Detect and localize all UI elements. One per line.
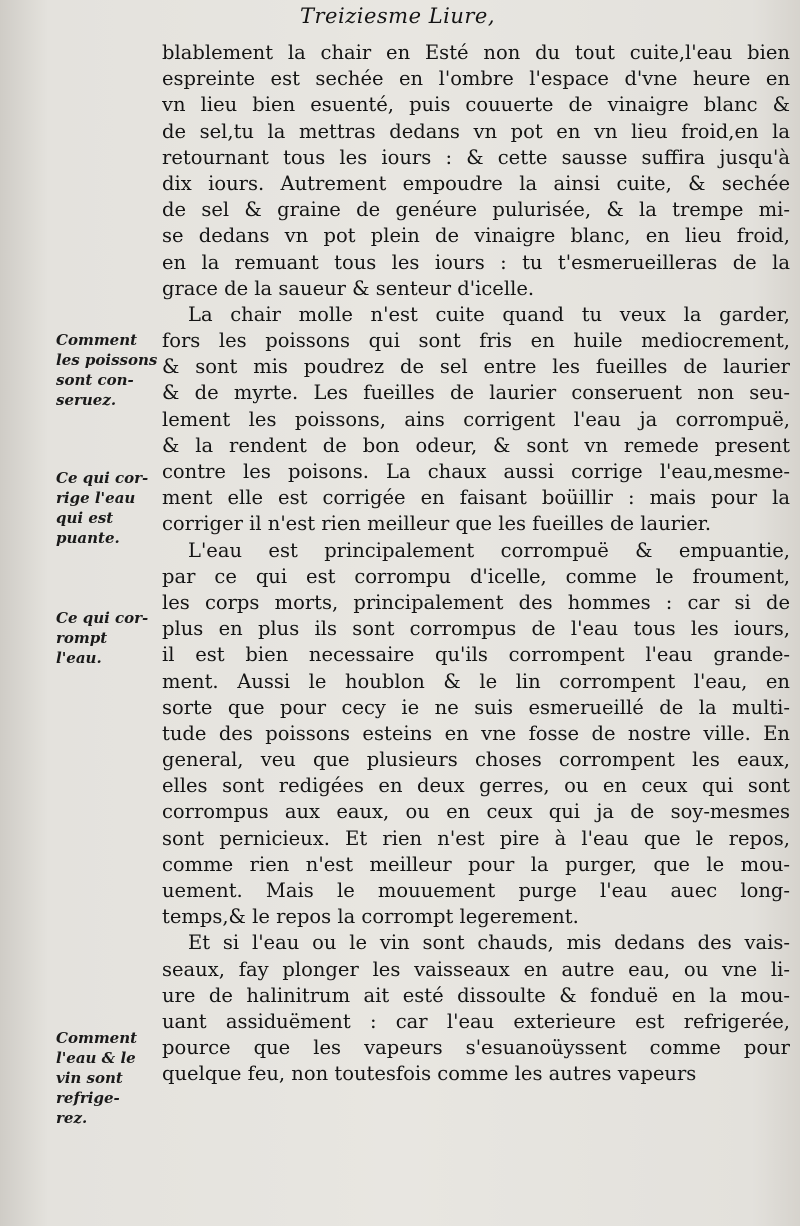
margin-note-line: puante. [56, 529, 120, 547]
body-text [162, 40, 790, 1088]
margin-note-line: les poissons [56, 351, 158, 369]
text-line: general, veu que plusieurs choses corrompent les eaux, [162, 748, 790, 772]
margin-note-line: l'eau. [56, 649, 102, 667]
text-line: & sont mis poudrez de sel entre les fueilles de laurier [162, 355, 790, 379]
text-line: elles sont redigées en deux gerres, ou en ceux qui sont [162, 774, 790, 798]
margin-note-line: Ce qui cor- [56, 609, 149, 627]
text-line: temps,& le repos la corrompt legerement. [162, 905, 579, 929]
text-line: corriger il n'est rien meilleur que les fueilles de laurier. [162, 512, 712, 536]
text-line: dix iours. Autrement empoudre la ainsi cuite, & sechée [162, 171, 790, 195]
margin-note [56, 330, 160, 410]
text-line: & la rendent de bon odeur, & sont vn remede present [162, 433, 790, 457]
margin-note [56, 608, 160, 668]
text-line: pource que les vapeurs s'esuanoüyssent comme pour [162, 1036, 790, 1060]
margin-note-line: sont con- [56, 371, 134, 389]
margin-note-line: qui est [56, 509, 114, 527]
text-line: par ce qui est corrompu d'icelle, comme le froument, [162, 564, 790, 588]
text-line: seaux, fay plonger les vaisseaux en autre eau, ou vne li- [162, 957, 790, 981]
text-line: espreinte est sechée en l'ombre l'espace d'vne heure en [162, 67, 790, 91]
text-line: & de myrte. Les fueilles de laurier conseruent non seu- [162, 381, 790, 405]
margin-note-line: l'eau & le [56, 1049, 136, 1067]
text-line: sont pernicieux. Et rien n'est pire à l'eau que le repos, [162, 826, 790, 850]
margin-note-line: Ce qui cor- [56, 469, 149, 487]
text-line: les corps morts, principalement des hommes : car si de [162, 590, 790, 614]
text-line: se dedans vn pot plein de vinaigre blanc, en lieu froid, [162, 224, 790, 248]
margin-note-line: rompt [56, 629, 108, 647]
text-line: Et si l'eau ou le vin sont chauds, mis dedans des vais- [188, 931, 790, 955]
text-line: corrompus aux eaux, ou en ceux qui ja de soy-mesmes [162, 800, 790, 824]
margin-note-line: refrige- [56, 1089, 120, 1107]
text-line: ment elle est corrigée en faisant boüillir : mais pour la [162, 486, 790, 510]
margin-note-line: rez. [56, 1109, 88, 1127]
margin-note-line: seruez. [56, 391, 117, 409]
text-line: sorte que pour cecy ie ne suis esmerueillé de la multi- [162, 695, 790, 719]
text-line: contre les poisons. La chaux aussi corrige l'eau,mesme- [162, 460, 790, 483]
text-line: ment. Aussi le houblon & le lin corrompent l'eau, en [162, 669, 790, 693]
text-line: plus en plus ils sont corrompus de l'eau tous les iours, [162, 617, 790, 641]
text-line: quelque feu, non toutesfois comme les autres vapeurs [162, 1062, 697, 1086]
text-line: en la remuant tous les iours : tu t'esmerueilleras de la [162, 250, 790, 274]
text-line: de sel,tu la mettras dedans vn pot en vn lieu froid,en la [162, 119, 790, 143]
text-line: fors les poissons qui sont fris en huile mediocrement, [162, 329, 790, 353]
text-line: ure de halinitrum ait esté dissoulte & fonduë en la mou- [162, 983, 790, 1007]
text-line: vn lieu bien esuenté, puis couuerte de vinaigre blanc & [162, 93, 790, 117]
margin-note [56, 468, 160, 548]
margin-note-line: vin sont [56, 1069, 123, 1087]
text-line: comme rien n'est meilleur pour la purger, que le mou- [162, 852, 790, 876]
margin-note-line: Comment [56, 331, 138, 349]
text-line: blablement la chair en Esté non du tout cuite,l'eau bien [162, 41, 790, 64]
text-line: il est bien necessaire qu'ils corrompent l'eau grande- [162, 643, 790, 667]
margin-note [56, 1028, 160, 1128]
text-line: grace de la saueur & senteur d'icelle. [162, 276, 535, 300]
text-line: L'eau est principalement corrompuë & empuantie, [188, 538, 790, 562]
text-line: tude des poissons esteins en vne fosse de nostre ville. En [162, 721, 790, 745]
text-line: La chair molle n'est cuite quand tu veux la garder, [188, 302, 790, 326]
text-line: retournant tous les iours : & cette sausse suffira jusqu'à [162, 145, 790, 169]
text-line: uant assiduëment : car l'eau exterieure est refrigerée, [162, 1009, 790, 1033]
text-line: lement les poissons, ains corrigent l'eau ja corrompuë, [162, 407, 790, 431]
text-line: de sel & graine de genéure pulurisée, & la trempe mi- [162, 198, 790, 222]
running-head: Treiziesme Liure, [300, 4, 496, 28]
text-line: uement. Mais le mouuement purge l'eau auec long- [162, 879, 790, 902]
margin-note-line: rige l'eau [56, 489, 136, 507]
margin-note-line: Comment [56, 1029, 138, 1047]
